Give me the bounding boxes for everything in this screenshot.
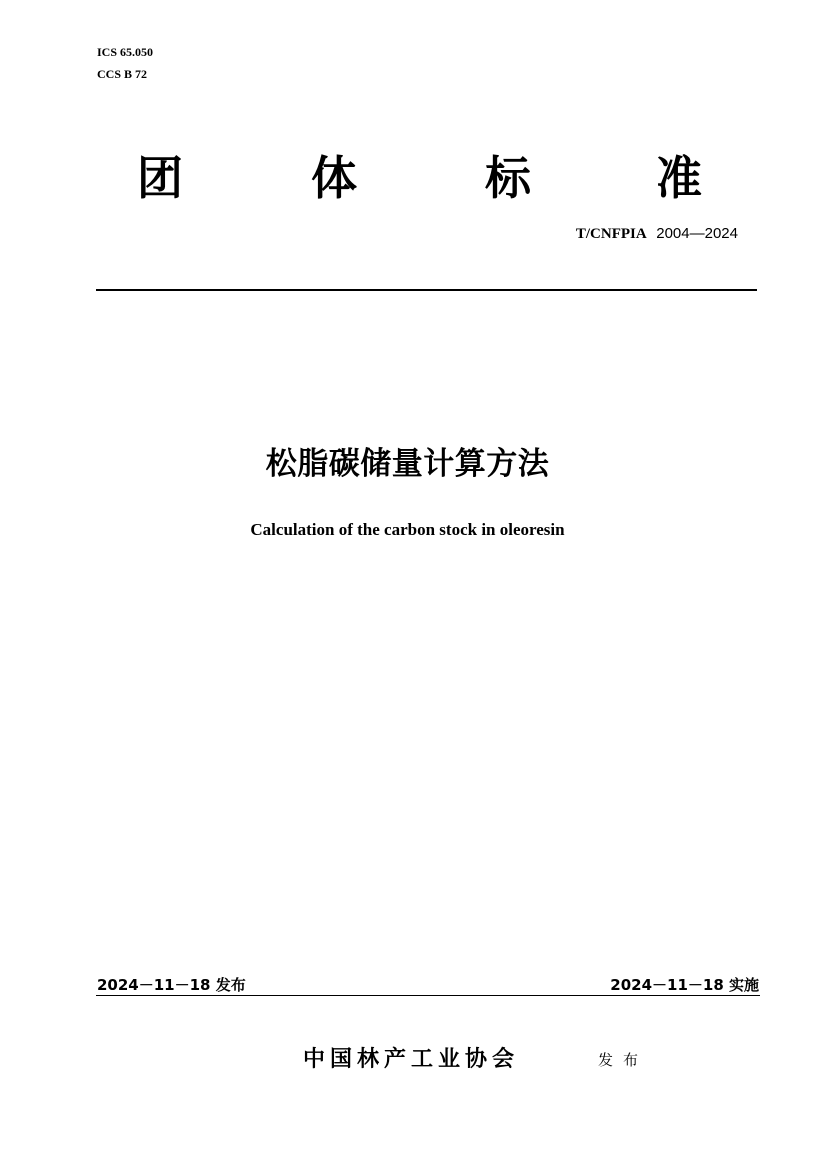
standard-number-prefix: T/CNFPIA bbox=[575, 226, 647, 242]
footer-divider bbox=[96, 995, 760, 996]
ccs-code: CCS B 72 bbox=[97, 67, 148, 81]
standard-type-char-1: 团 bbox=[137, 151, 183, 205]
classification-codes bbox=[97, 41, 153, 85]
standard-number bbox=[576, 222, 738, 245]
standard-number-value: 2004—2024 bbox=[656, 225, 738, 242]
document-title-english: Calculation of the carbon stock in oleoresin bbox=[250, 520, 565, 539]
implement-date: 2024－11－18 实施 bbox=[610, 976, 759, 994]
standard-type-char-2: 体 bbox=[311, 151, 357, 205]
document-title-chinese: 松脂碳储量计算方法 bbox=[265, 446, 550, 482]
header-divider bbox=[96, 289, 757, 291]
standard-type-char-4: 准 bbox=[656, 151, 702, 205]
publisher-name: 中国林产工业协会 bbox=[303, 1047, 520, 1072]
standard-type-char-3: 标 bbox=[485, 151, 531, 205]
publisher-action: 发布 bbox=[598, 1051, 649, 1069]
publish-date: 2024－11－18 发布 bbox=[97, 976, 246, 994]
ics-code: ICS 65.050 bbox=[97, 45, 154, 59]
